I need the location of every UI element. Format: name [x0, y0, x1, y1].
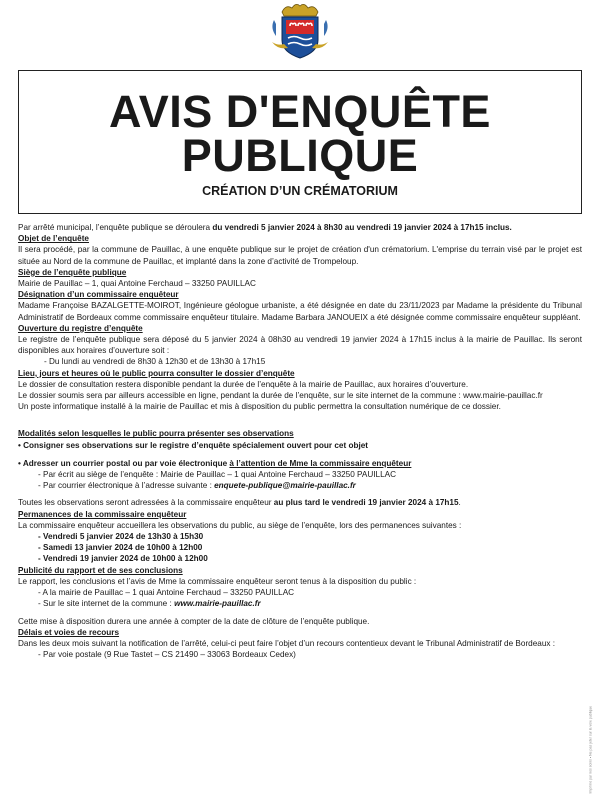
- lieu-text2: Le dossier soumis sera par ailleurs accessible en ligne, pendant la durée de l’enquête, sur le site internet de la commune : www.mairie-pauillac.fr: [18, 391, 543, 401]
- modalites-email-line: [18, 480, 582, 491]
- siege-text: Mairie de Pauillac – 1, quai Antoine Ferchaud – 33250 PAUILLAC: [18, 279, 256, 289]
- publicite-heading: Publicité du rapport et de ses conclusions: [18, 565, 183, 575]
- intro-paragraph: [18, 222, 582, 233]
- publicite-item2-label: - Sur le site internet de la commune :: [38, 599, 175, 609]
- title-box: [18, 70, 582, 214]
- publicite-item2: [18, 598, 582, 609]
- modalites-heading: Modalités selon lesquelles le public pourra présenter ses observations: [18, 429, 294, 439]
- deadline-line: [18, 497, 582, 508]
- designation-text: Madame Françoise BAZALGETTE-MOIROT, Ingénieure géologue urbaniste, a été désignée en date du 23/11/2023 par Madame la présidente du Tribunal Administratif de Bordeaux comme commissaire enquêteur titulaire. Madame Barbara JANOUEIX a été désignée comme commissaire enquêteur suppléant.: [18, 301, 582, 322]
- municipal-crest-logo: [268, 2, 332, 60]
- publicite-website: www.mairie-pauillac.fr: [174, 599, 261, 609]
- ouverture-heading: Ouverture du registre d’enquête: [18, 323, 143, 333]
- objet-heading: Objet de l’enquête: [18, 234, 89, 244]
- recours-text: Dans les deux mois suivant la notification de l’arrêté, celui-ci peut faire l’objet d’un recours contentieux devant le Tribunal Administratif de Bordeaux :: [18, 638, 556, 648]
- modalites-bullet1: • Consigner ses observations sur le registre d’enquête spécialement ouvert pour cet objet: [18, 440, 369, 450]
- document-title-line1: AVIS D'ENQUÊTE: [109, 86, 491, 137]
- lieu-text3: Un poste informatique installé à la mairie de Pauillac et mis à disposition du public permettra la consultation numérique de ce dossier.: [18, 402, 501, 412]
- bullet2-start: • Adresser un courrier postal ou par voie électronique: [18, 458, 230, 468]
- publicite-text2: Cette mise à disposition durera une année à compter de la date de clôture de l’enquête publique.: [18, 616, 370, 626]
- modalites-postal: - Par écrit au siège de l’enquête : Mairie de Pauillac – 1 quai Antoine Ferchaud – 33250 PAUILLAC: [38, 470, 397, 480]
- permanence-item: - Vendredi 5 janvier 2024 de 13h30 à 15h30: [38, 532, 204, 542]
- recours-item1: - Par voie postale (9 Rue Tastet – CS 21490 – 33063 Bordeaux Cedex): [38, 650, 296, 660]
- permanence-item: - Vendredi 19 janvier 2024 de 10h00 à 12h00: [38, 554, 208, 564]
- notice-body: [18, 222, 582, 660]
- document-title-line2: PUBLIQUE: [181, 130, 419, 181]
- lieu-heading: Lieu, jours et heures où le public pourra consulter le dossier d’enquête: [18, 368, 295, 378]
- lieu-text1: Le dossier de consultation restera disponible pendant la durée de l’enquête à la mairie de Pauillac, aux horaires d’ouverture.: [18, 379, 469, 389]
- publicite-item1: - A la mairie de Pauillac – 1 quai Antoine Ferchaud – 33250 PAUILLAC: [38, 588, 295, 598]
- bullet2-underlined: à l’attention de Mme la commissaire enquêteur: [229, 458, 412, 468]
- side-print-note-text: Imprimé par nos soins • Ne pas jeter sur la voie publique: [588, 705, 593, 794]
- deadline-end: .: [458, 498, 461, 508]
- side-print-note: [587, 700, 593, 795]
- email-address: enquete-publique@mairie-pauillac.fr: [214, 481, 356, 491]
- ouverture-text: Le registre de l’enquête publique sera déposé du 5 janvier 2024 à 08h30 au vendredi 19 janvier 2024 à 17h15 inclus à la mairie de Pauillac. Ils seront disponibles aux horaires d’ouverture soit :: [18, 335, 582, 356]
- email-label: - Par courrier électronique à l’adresse suivante :: [38, 481, 215, 491]
- recours-heading: Délais et voies de recours: [18, 627, 120, 637]
- permanences-heading: Permanences de la commissaire enquêteur: [18, 509, 187, 519]
- siege-heading: Siège de l’enquête publique: [18, 267, 127, 277]
- permanence-item: - Samedi 13 janvier 2024 de 10h00 à 12h00: [38, 543, 203, 553]
- modalites-bullet2: [18, 458, 582, 469]
- designation-heading: Désignation d’un commissaire enquêteur: [18, 290, 179, 300]
- permanences-text: La commissaire enquêteur accueillera les observations du public, au siège de l’enquête, lors des permanences suivantes :: [18, 520, 462, 530]
- deadline-text: Toutes les observations seront adressées à la commissaire enquêteur: [18, 498, 274, 508]
- intro-text: Par arrêté municipal, l’enquête publique se déroulera: [18, 223, 213, 232]
- intro-dates: du vendredi 5 janvier 2024 à 8h30 au vendredi 19 janvier 2024 à 17h15 inclus.: [212, 223, 512, 232]
- objet-text: Il sera procédé, par la commune de Pauillac, à une enquête publique sur le projet de création d'un crématorium. L'emprise du terrain visé par le projet est située au Nord de la commune de Pauillac, et implanté dans la zone d’activité de Trompeloup.: [18, 245, 582, 266]
- ouverture-hours: - Du lundi au vendredi de 8h30 à 12h30 et de 13h30 à 17h15: [44, 357, 266, 367]
- deadline-date: au plus tard le vendredi 19 janvier 2024 à 17h15: [273, 498, 459, 508]
- publicite-text: Le rapport, les conclusions et l’avis de Mme la commissaire enquêteur seront tenus à la disposition du public :: [18, 576, 417, 586]
- document-subtitle: CRÉATION D’UN CRÉMATORIUM: [202, 184, 398, 198]
